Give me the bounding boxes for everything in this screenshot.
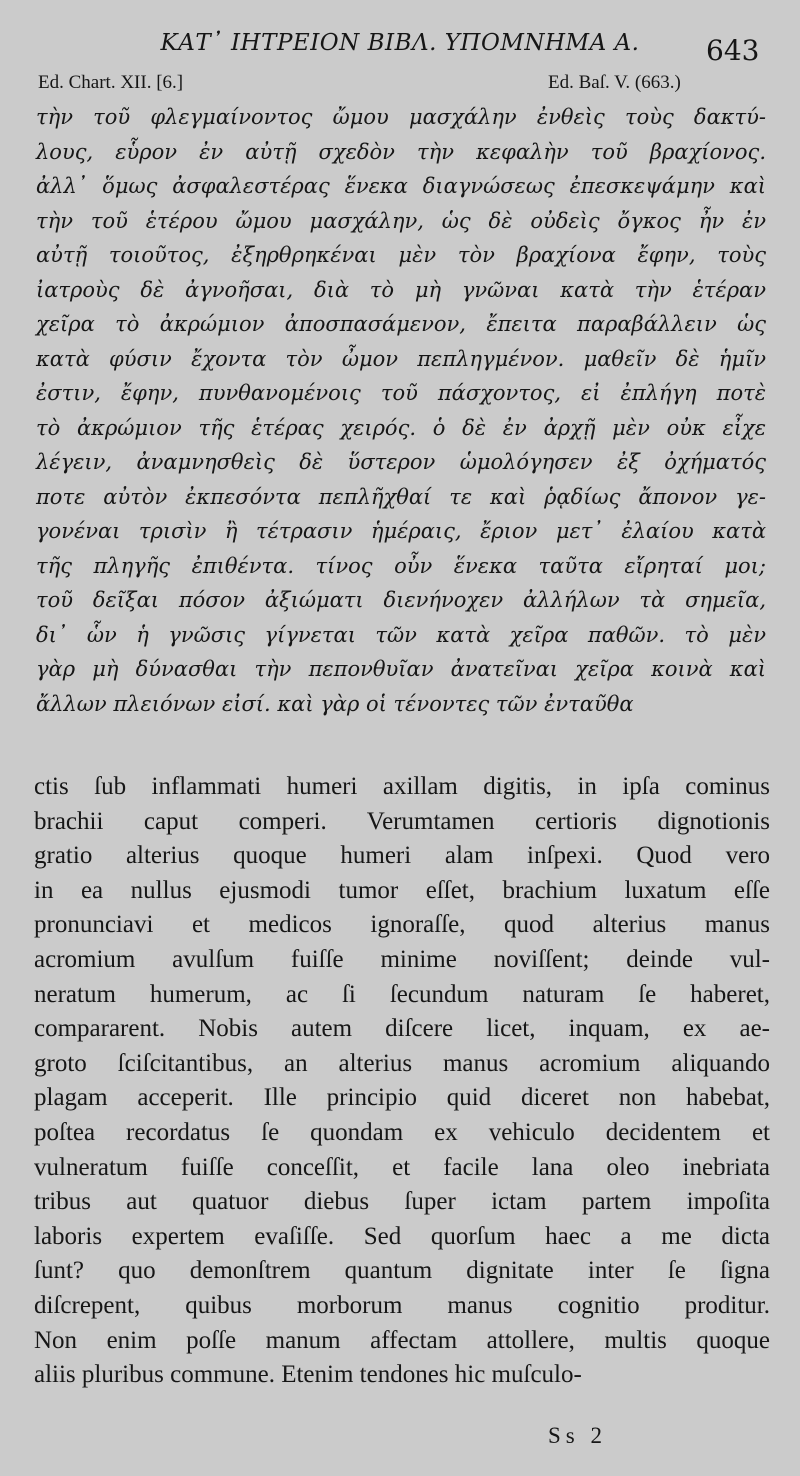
running-title: ΚΑΤ᾽ ΙΗΤΡΕΙΟΝ ΒΙΒΛ. ΥΠΟΜΝΗΜΑ Α. [160,30,640,56]
greek-text-line: ἀλλ᾽ ὅμως ἀσφαλεστέρας ἕνεκα διαγνώσεως ἐπεσκεψάμην καὶ [36,174,766,198]
greek-text-line: γονέναι τρισὶν ἢ τέτρασιν ἡμέραις, ἔριον μετ᾽ ἐλαίου κατὰ [36,519,766,543]
latin-text-line: compararent. Nobis autem diſcere licet, inquam, ex ae- [34,1015,770,1043]
greek-text-line: τὴν τοῦ φλεγμαίνοντος ὤμου μασχάλην ἐνθεὶς τοὺς δακτύ- [36,105,766,129]
latin-text-line: acromium avulſum fuiſſe minime noviſſent; deinde vul- [34,945,770,973]
latin-text-line: tribus aut quatuor diebus ſuper ictam partem impoſita [34,1188,770,1216]
greek-text-line: λέγειν, ἀναμνησθεὶς δὲ ὕστερον ὡμολόγησεν ἐξ ὀχήματός [36,450,766,474]
latin-text-line: laboris expertem evaſiſſe. Sed quorſum haec a me dicta [34,1222,770,1250]
latin-text-block [34,770,770,1393]
greek-text-line: ἰατροὺς δὲ ἀγνοῆσαι, διὰ τὸ μὴ γνῶναι κατὰ τὴν ἑτέραν [36,277,766,302]
latin-text-line: ſunt? quo demonſtrem quantum dignitate inter ſe ſigna [34,1257,770,1285]
page-number: 643 [706,34,760,67]
greek-text-line: αὐτῇ τοιοῦτος, ἐξηρθρηκέναι μὲν τὸν βραχίονα ἔφην, τοὺς [36,243,766,267]
greek-text-line: γὰρ μὴ δύνασθαι τὴν πεπονθυῖαν ἀνατεῖναι χεῖρα κοινὰ καὶ [36,657,766,681]
latin-text-line: pronunciavi et medicos ignoraſſe, quod alterius manus [34,911,770,939]
greek-text-line: τὴν τοῦ ἑτέρου ὤμου μασχάλην, ὡς δὲ οὐδεὶς ὄγκος ἦν ἐν [36,208,766,233]
latin-text-line: plagam acceperit. Ille principio quid diceret non habebat, [34,1084,770,1112]
latin-text-line: neratum humerum, ac ſi ſecundum naturam ſe haberet, [34,980,770,1008]
edition-reference-basel: Ed. Baſ. V. (663.) [548,72,681,93]
greek-text-line: ποτε αὐτὸν ἐκπεσόντα πεπλῆχθαί τε καὶ ῥᾳδίως ἄπονον γε- [36,484,766,509]
latin-text-line: in ea nullus ejusmodi tumor eſſet, brachium luxatum eſſe [34,876,770,904]
greek-text-line: τῆς πληγῆς ἐπιθέντα. τίνος οὖν ἕνεκα ταῦτα εἴρηταί μοι; [36,553,766,578]
latin-text-line: groto ſciſcitantibus, an alterius manus acromium aliquando [34,1049,770,1077]
greek-text-line: ἄλλων πλειόνων εἰσί. καὶ γὰρ οἱ τένοντες τῶν ἐνταῦθα [36,691,634,716]
latin-text-line: gratio alterius quoque humeri alam inſpexi. Quod vero [34,842,770,870]
signature-mark: Ss 2 [548,1423,607,1448]
latin-text-line: poſtea recordatus ſe quondam ex vehiculo decidentem et [34,1118,770,1146]
latin-text-line: diſcrepent, quibus morborum manus cognitio proditur. [34,1291,770,1319]
latin-text-line: aliis pluribus commune. Etenim tendones hic muſculo- [34,1361,582,1389]
greek-text-line: τὸ ἀκρώμιον τῆς ἑτέρας χειρός. ὁ δὲ ἐν ἀρχῇ μὲν οὐκ εἶχε [36,415,766,440]
greek-text-line: λους, εὗρον ἐν αὐτῇ σχεδὸν τὴν κεφαλὴν τοῦ βραχίονος. [36,139,766,164]
edition-reference-chartier: Ed. Chart. XII. [6.] [38,72,184,93]
greek-text-line: χεῖρα τὸ ἀκρώμιον ἀποσπασάμενον, ἔπειτα παραβάλλειν ὡς [36,312,766,336]
latin-text-line: vulneratum fuiſſe conceſſit, et facile lana oleo inebriata [34,1153,770,1181]
latin-text-line: brachii caput comperi. Verumtamen certioris dignotionis [34,807,770,835]
latin-text-line: Non enim poſſe manum affectam attollere, multis quoque [34,1326,770,1354]
greek-text-block [36,100,766,721]
greek-text-line: τοῦ δεῖξαι πόσον ἀξιώματι διενήνοχεν ἀλλήλων τὰ σημεῖα, [36,588,766,612]
greek-text-line: δι᾽ ὧν ἡ γνῶσις γίγνεται τῶν κατὰ χεῖρα παθῶν. τὸ μὲν [36,622,766,647]
latin-text-line: ctis ſub inflammati humeri axillam digitis, in ipſa cominus [34,773,770,800]
greek-text-line: ἐστιν, ἔφην, πυνθανομένοις τοῦ πάσχοντος, εἰ ἐπλήγη ποτὲ [36,381,766,405]
greek-text-line: κατὰ φύσιν ἔχοντα τὸν ὦμον πεπληγμένον. μαθεῖν δὲ ἡμῖν [36,346,766,371]
